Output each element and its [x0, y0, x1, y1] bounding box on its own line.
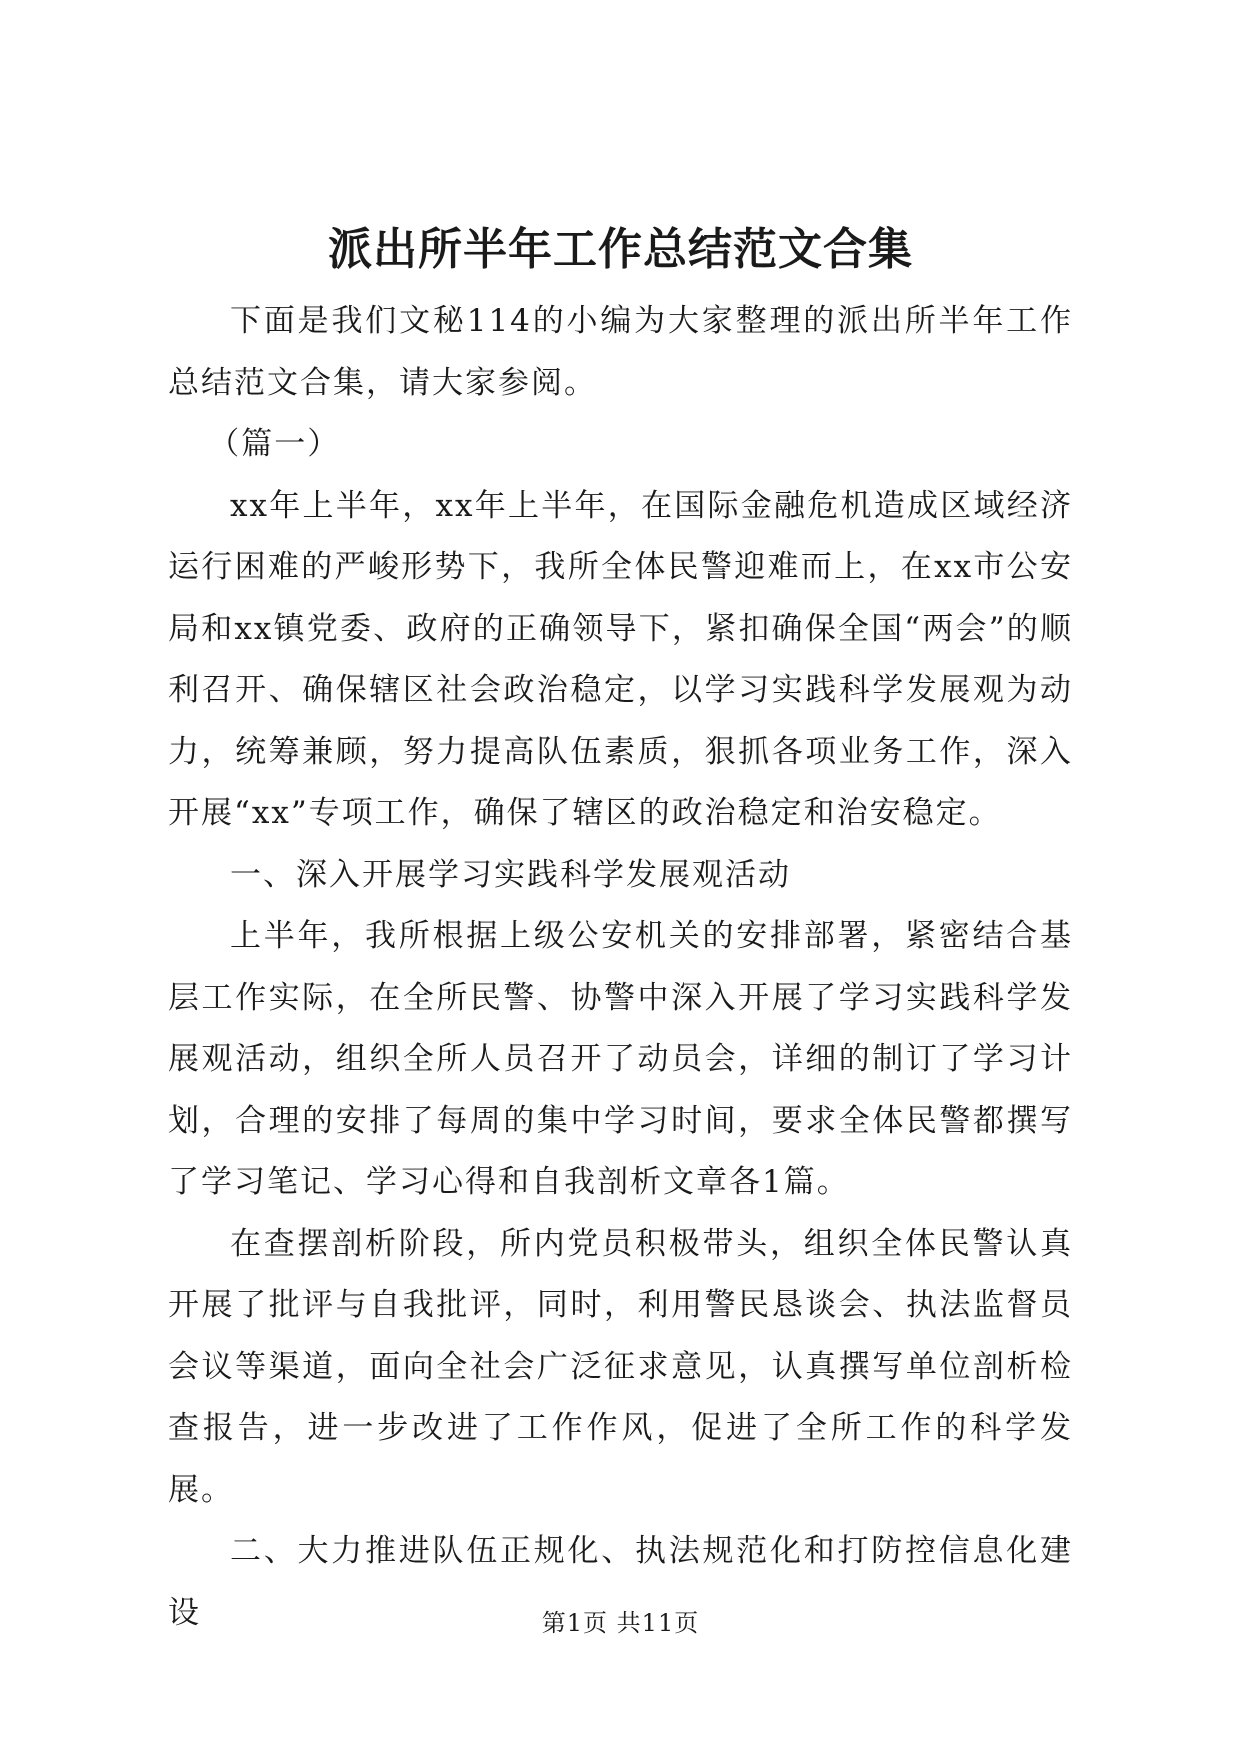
page-number-footer: 第1页 共11页	[541, 1609, 700, 1637]
section-heading-1: 一、深入开展学习实践科学发展观活动	[230, 856, 791, 893]
document-title: 派出所半年工作总结范文合集	[328, 224, 913, 275]
section-heading-2: 二、大力推进队伍正规化、执法规范化和打防控信息化建设	[168, 1533, 1073, 1631]
body-paragraph: 上半年，我所根据上级公安机关的安排部署，紧密结合基层工作实际，在全所民警、协警中深入开展了学习实践科学发展观活动，组织全所人员召开了动员会，详细的制订了学习计划，合理的安排了每周的集中学习时间，要求全体民警都撰写了学习笔记、学习心得和自我剖析文章各1篇。	[168, 918, 1073, 1200]
document-body	[168, 291, 1073, 1644]
body-paragraph: xx年上半年，xx年上半年，在国际金融危机造成区域经济运行困难的严峻形势下，我所全体民警迎难而上，在xx市公安局和xx镇党委、政府的正确领导下，紧扣确保全国“两会”的顺利召开、确保辖区社会政治稳定，以学习实践科学发展观为动力，统筹兼顾，努力提高队伍素质，狠抓各项业务工作，深入开展“xx”专项工作，确保了辖区的政治稳定和治安稳定。	[168, 487, 1073, 831]
part-heading: （篇一）	[208, 426, 341, 462]
intro-paragraph: 下面是我们文秘114的小编为大家整理的派出所半年工作总结范文合集，请大家参阅。	[168, 303, 1073, 401]
body-paragraph: 在查摆剖析阶段，所内党员积极带头，组织全体民警认真开展了批评与自我批评，同时，利用警民恳谈会、执法监督员会议等渠道，面向全社会广泛征求意见，认真撰写单位剖析检查报告，进一步改进了工作作风，促进了全所工作的科学发展。	[168, 1225, 1073, 1508]
